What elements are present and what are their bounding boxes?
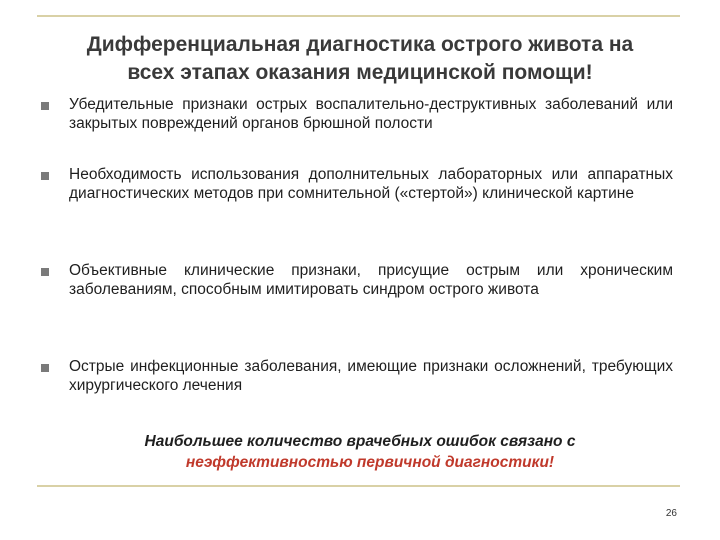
bullet-square-icon — [41, 102, 49, 110]
slide-title-line-2: всех этапах оказания медицинской помощи! — [127, 61, 593, 84]
list-item-text: Необходимость использования дополнительных лабораторных или аппаратных диагностических методов при сомнительной («стертой») клинической картине — [69, 166, 673, 202]
top-rule — [37, 15, 680, 17]
list-item-text: Объективные клинические признаки, присущие острым или хроническим заболеваниям, способным имитировать синдром острого живота — [69, 262, 673, 298]
bottom-rule — [37, 485, 680, 487]
bullet-square-icon — [41, 268, 49, 276]
list-item-text: Убедительные признаки острых воспалительно-деструктивных заболеваний или закрытых повреждений органов брюшной полости — [69, 96, 673, 132]
bullet-square-icon — [41, 364, 49, 372]
slide-title — [40, 31, 680, 87]
conclusion-note — [80, 431, 640, 473]
list-item-text: Острые инфекционные заболевания, имеющие признаки осложнений, требующих хирургического лечения — [69, 358, 673, 394]
conclusion-line-2: неэффективностью первичной диагностики! — [185, 454, 555, 471]
slide-title-line-1: Дифференциальная диагностика острого живота на — [86, 33, 634, 56]
page-number: 26 — [665, 508, 677, 519]
bullet-square-icon — [41, 172, 49, 180]
conclusion-line-1: Наибольшее количество врачебных ошибок связано с — [144, 433, 576, 450]
